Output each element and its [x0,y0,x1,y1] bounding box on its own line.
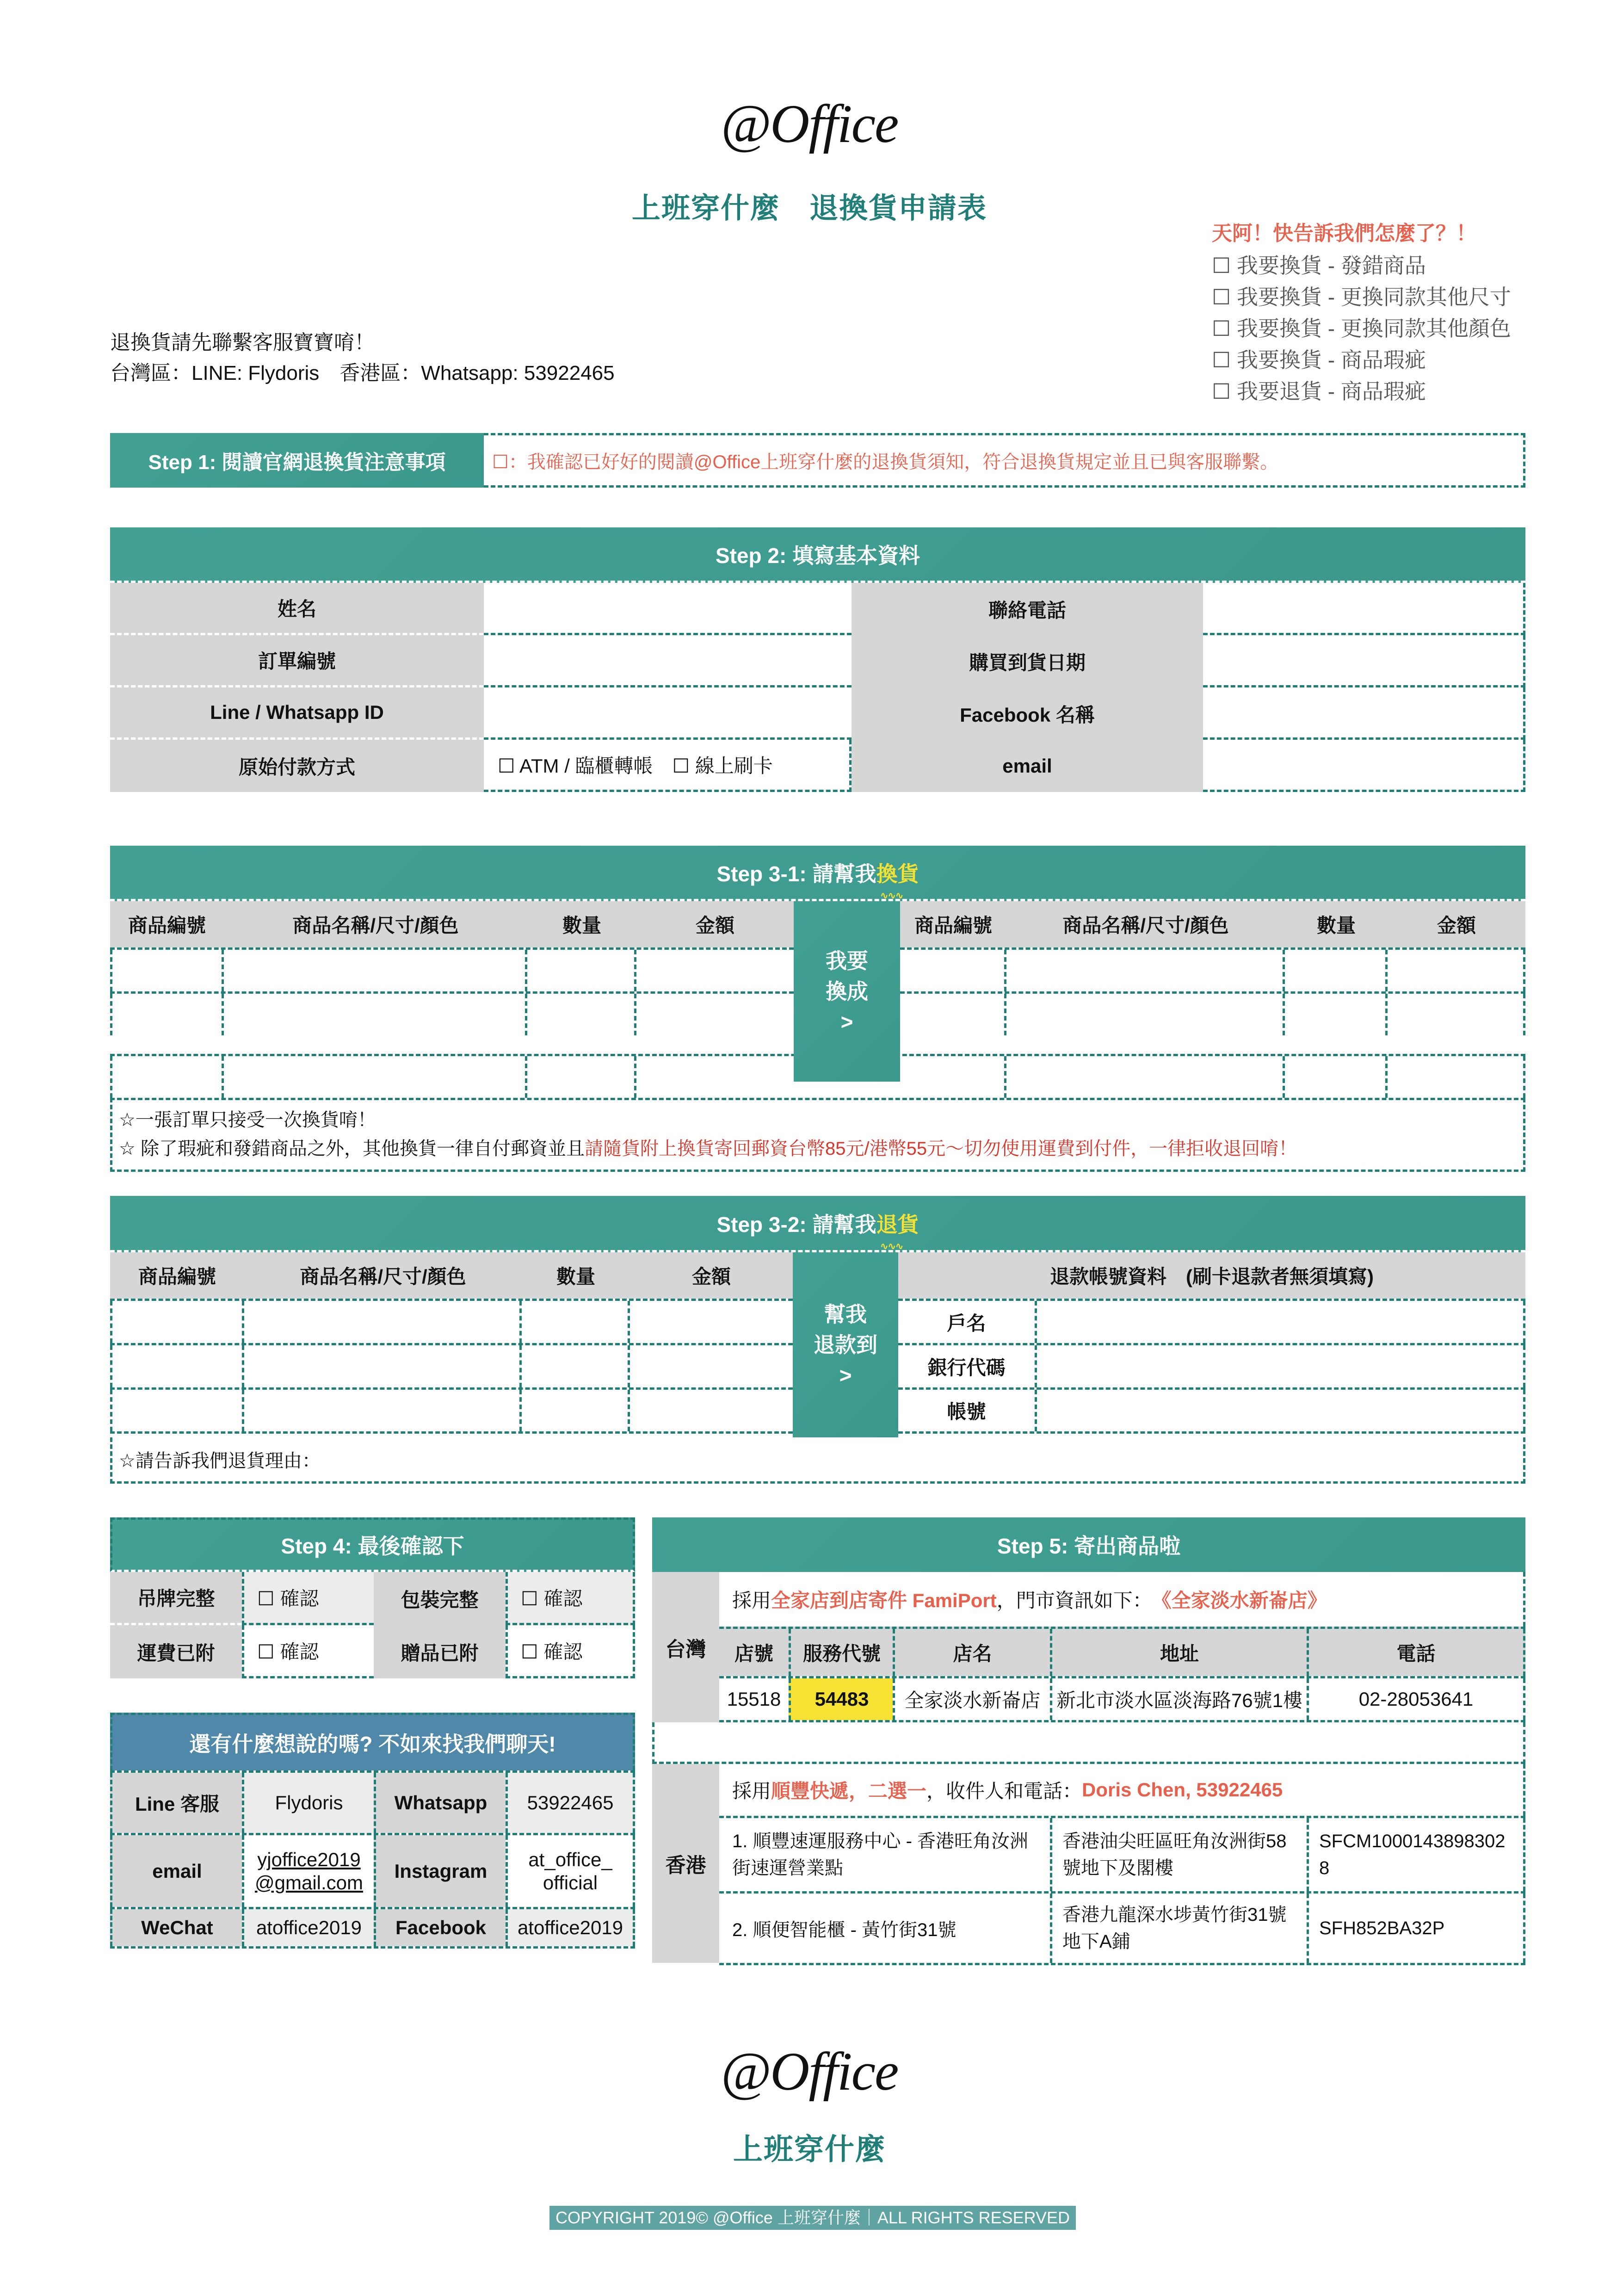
region-taiwan: 台灣 [652,1572,719,1722]
contact-note [110,328,758,389]
return-item-cell[interactable] [110,1301,244,1343]
reason-checklist [1212,217,1582,407]
hk-option-code: SFCM10001438983028 [1307,1818,1525,1891]
exchange-from-cell[interactable] [224,1056,527,1098]
step32-section [110,1196,1525,1484]
exchange-to-cell[interactable] [900,994,1006,1035]
hk-option-address: 香港油尖旺區旺角汝洲街58號地下及閣樓 [1050,1818,1307,1891]
step2-title: Step 2: 填寫基本資料 [110,527,1525,583]
return-item-cell[interactable] [244,1390,522,1431]
footer-logo: @Office [721,2041,898,2102]
name-input[interactable] [484,583,852,635]
intro-text: ，門市資訊如下： [996,1590,1152,1611]
page-title: 上班穿什麼 退換貨申請表 [631,192,987,224]
col-header-product-id: 商品編號 [914,915,992,936]
intro-recipient: Doris Chen, 53922465 [1082,1779,1283,1801]
chat-email-link[interactable]: yjoffice2019@gmail.com [242,1835,374,1907]
store-address: 新北市淡水區淡海路76號1樓 [1050,1678,1307,1720]
exchange-from-cell[interactable] [636,994,794,1035]
exchange-from-cell[interactable] [527,950,636,991]
payment-method-options[interactable]: ☐ ATM / 臨櫃轉帳 ☐ 線上刷卡 [484,740,852,792]
footer-brand: 上班穿什麼 [733,2133,886,2166]
exchange-from-cell[interactable] [110,950,224,991]
return-item-cell[interactable] [110,1390,244,1431]
step5-section [652,1517,1525,1963]
exchange-from-cell[interactable] [224,950,527,991]
note-text: ☆ 除了瑕疵和發錯商品之外，其他換貨一律自付郵資並且 [119,1139,585,1159]
exchange-notes [110,1098,1525,1172]
reason-option[interactable]: ☐ 我要換貨 - 更換同款其他尺寸 [1212,285,1511,309]
exchange-to-cell[interactable] [900,950,1006,991]
account-name-input[interactable] [1037,1301,1525,1343]
exchange-from-cell[interactable] [527,1056,636,1098]
chat-value-line: Flydoris [242,1773,374,1833]
hongkong-shipping-intro [719,1764,1525,1816]
confirm-label: 贈品已附 [374,1625,506,1678]
reason-option[interactable]: ☐ 我要換貨 - 更換同款其他顏色 [1212,316,1511,340]
field-label-payment-method: 原始付款方式 [110,740,484,792]
chat-section [110,1713,635,1949]
facebook-name-input[interactable] [1203,687,1525,740]
chat-label: Whatsapp [374,1773,506,1833]
region-hongkong: 香港 [652,1764,719,1963]
field-label-phone: 聯絡電話 [852,583,1203,635]
exchange-note: ☆一張訂單只接受一次換貨唷！ [119,1110,376,1130]
refund-field-label: 戶名 [898,1301,1037,1343]
exchange-from-cell[interactable] [110,1056,224,1098]
col-header-store-name: 店名 [893,1629,1050,1676]
hk-option-name: 1. 順豐速運服務中心 - 香港旺角汝洲街速運營業點 [732,1831,1029,1878]
exchange-to-cell[interactable] [1006,1056,1285,1098]
intro-method: 全家店到店寄件 FamiPort [771,1590,997,1611]
divider-text: 退款到 [814,1333,877,1357]
arrow-right-icon: > [839,1363,852,1387]
intro-text: ，收件人和電話： [926,1780,1082,1802]
return-item-cell[interactable] [522,1345,630,1387]
bank-code-input[interactable] [1037,1345,1525,1387]
step5-spacer [652,1722,1525,1764]
step32-title [110,1196,1525,1252]
return-item-cell[interactable] [630,1345,793,1387]
step1-confirm-text: ☐：我確認已好好的閱讀@Office上班穿什麼的退換貨須知，符合退換貨規定並且已與客服聯繫。 [492,452,1279,472]
refund-field-label: 銀行代碼 [898,1345,1037,1387]
refund-field-label: 帳號 [898,1390,1037,1431]
chat-label: Instagram [374,1835,506,1907]
col-header-amount: 金額 [691,1266,731,1287]
reason-option[interactable]: ☐ 我要退貨 - 商品瑕疵 [1212,379,1426,403]
exchange-to-cell[interactable] [1285,994,1388,1035]
account-number-input[interactable] [1037,1390,1525,1431]
intro-text: 採用 [732,1590,771,1611]
chat-label: WeChat [110,1909,242,1946]
confirm-label: 包裝完整 [374,1572,506,1625]
step31-section [110,846,1525,1172]
intro-text: 採用 [732,1780,771,1802]
contact-note-line: 台灣區：LINE: Flydoris 香港區：Whatsapp: 53922465 [110,362,615,384]
confirm-label: 運費已附 [110,1625,242,1678]
logo: @Office [721,93,898,154]
field-label-name: 姓名 [110,583,484,635]
copyright-bar: COPYRIGHT 2019© @Office 上班穿什麼｜ALL RIGHTS RESERVED [549,2206,1076,2230]
chat-label: Facebook [374,1909,506,1946]
col-header-product-name: 商品名稱/尺寸/顏色 [300,1266,466,1287]
reason-option[interactable]: ☐ 我要換貨 - 發錯商品 [1212,254,1426,278]
field-label-purchase-date: 購買到貨日期 [852,635,1203,687]
line-whatsapp-id-input[interactable] [484,687,852,740]
col-header-amount: 金額 [1437,915,1476,936]
store-phone: 02-28053641 [1307,1678,1525,1720]
confirm-checkbox-tags[interactable]: ☐ 確認 [242,1572,374,1625]
col-header-product-name: 商品名稱/尺寸/顏色 [292,915,459,936]
step4-section [110,1517,635,1678]
exchange-to-cell[interactable] [1388,950,1525,991]
chat-value-facebook: atoffice2019 [506,1909,635,1946]
store-name: 全家淡水新崙店 [893,1678,1050,1720]
chat-value-whatsapp: 53922465 [506,1773,635,1833]
hk-option-code: SFH852BA32P [1307,1894,1525,1963]
return-item-cell[interactable] [244,1301,522,1343]
exchange-from-cell[interactable] [527,994,636,1035]
col-header-service-code: 服務代號 [789,1629,893,1676]
confirm-checkbox-packaging[interactable]: ☐ 確認 [506,1572,635,1625]
step4-title: Step 4: 最後確認下 [110,1517,635,1572]
return-reason-field[interactable] [110,1437,1525,1484]
col-header-quantity: 數量 [562,915,601,936]
exchange-from-cell[interactable] [636,1056,794,1098]
reason-heading: 天阿！快告訴我們怎麼了？！ [1212,222,1476,245]
return-item-cell[interactable] [630,1301,793,1343]
exchange-note [119,1134,1517,1163]
intro-method: 順豐快遞，二選一 [771,1780,927,1802]
step31-title [110,846,1525,901]
exchange-from-cell[interactable] [110,994,224,1035]
store-number: 15518 [727,1688,781,1710]
col-header-store-no: 店號 [734,1643,773,1665]
step1-section [110,433,1525,488]
email-input[interactable] [1203,740,1525,792]
return-item-cell[interactable] [244,1345,522,1387]
intro-store: 《全家淡水新崙店》 [1152,1590,1327,1611]
chat-value-instagram: at_office_official [506,1835,635,1907]
chat-title: 還有什麼想說的嗎? 不如來找我們聊天! [110,1713,635,1770]
col-header-quantity: 數量 [556,1266,595,1287]
exchange-arrow-divider [794,901,900,1082]
step31-title-prefix: Step 3-1: 請幫我 [716,861,876,886]
field-label-facebook-name: Facebook 名稱 [852,687,1203,740]
divider-text: 換成 [826,979,868,1003]
col-header-address: 地址 [1050,1629,1307,1676]
confirm-checkbox-gifts[interactable]: ☐ 確認 [506,1625,635,1678]
confirm-checkbox-shipping-fee[interactable]: ☐ 確認 [242,1625,374,1678]
confirm-label: 吊牌完整 [110,1572,242,1625]
step2-section [110,527,1525,792]
note-warning-text: 請隨貨附上換貨寄回郵資台幣85元/港幣55元～切勿使用運費到付件，一律拒收退回唷！ [584,1139,1297,1159]
purchase-date-input[interactable] [1203,635,1525,687]
divider-text: 幫我 [824,1302,867,1326]
reason-option[interactable]: ☐ 我要換貨 - 商品瑕疵 [1212,348,1426,372]
phone-input[interactable] [1203,583,1525,635]
field-label-line-whatsapp-id: Line / Whatsapp ID [110,687,484,740]
chat-label: Line 客服 [110,1773,242,1833]
col-header-quantity: 數量 [1316,915,1356,936]
return-item-cell[interactable] [630,1390,793,1431]
step1-label: Step 1: 閱讀官網退換貨注意事項 [110,433,484,488]
hk-option-address: 香港九龍深水埗黃竹街31號地下A鋪 [1050,1894,1307,1963]
exchange-to-cell[interactable] [1285,950,1388,991]
step31-title-highlight: 換貨 ∿∿∿ [876,857,919,888]
service-code: 54483 [789,1678,893,1720]
step5-title: Step 5: 寄出商品啦 [652,1517,1525,1572]
refund-account-header: 退款帳號資料 (刷卡退款者無須填寫) [898,1252,1525,1299]
step32-title-prefix: Step 3-2: 請幫我 [716,1212,876,1237]
exchange-to-cell[interactable] [1388,1056,1525,1098]
exchange-to-cell[interactable] [1006,994,1285,1035]
return-reason-label: ☆請告訴我們退貨理由： [119,1451,321,1471]
taiwan-shipping-intro [719,1572,1525,1627]
exchange-from-cell[interactable] [224,994,527,1035]
refund-arrow-divider [793,1252,898,1437]
col-header-amount: 金額 [695,915,734,936]
field-label-order-number: 訂單編號 [110,635,484,687]
step32-title-highlight: 退貨 ∿∿∿ [876,1208,919,1238]
arrow-right-icon: > [840,1010,853,1034]
return-item-cell[interactable] [522,1301,630,1343]
col-header-product-id: 商品編號 [138,1266,216,1287]
return-item-cell[interactable] [522,1390,630,1431]
chat-label: email [110,1835,242,1907]
field-label-email: email [852,740,1203,792]
return-item-cell[interactable] [110,1345,244,1387]
col-header-phone: 電話 [1307,1629,1525,1676]
col-header-product-id: 商品編號 [128,915,206,936]
hk-option-name: 2. 順便智能櫃 - 黃竹街31號 [732,1919,957,1940]
chat-value-wechat: atoffice2019 [242,1909,374,1946]
exchange-to-cell[interactable] [1388,994,1525,1035]
exchange-to-cell[interactable] [900,1056,1006,1098]
divider-text: 我要 [826,949,868,973]
exchange-to-cell[interactable] [1285,1056,1388,1098]
col-header-product-name: 商品名稱/尺寸/顏色 [1062,915,1229,936]
step1-confirm-box[interactable] [484,433,1525,488]
exchange-to-cell[interactable] [1006,950,1285,991]
contact-note-line: 退換貨請先聯繫客服寶寶唷！ [110,331,375,354]
exchange-from-cell[interactable] [636,950,794,991]
order-number-input[interactable] [484,635,852,687]
